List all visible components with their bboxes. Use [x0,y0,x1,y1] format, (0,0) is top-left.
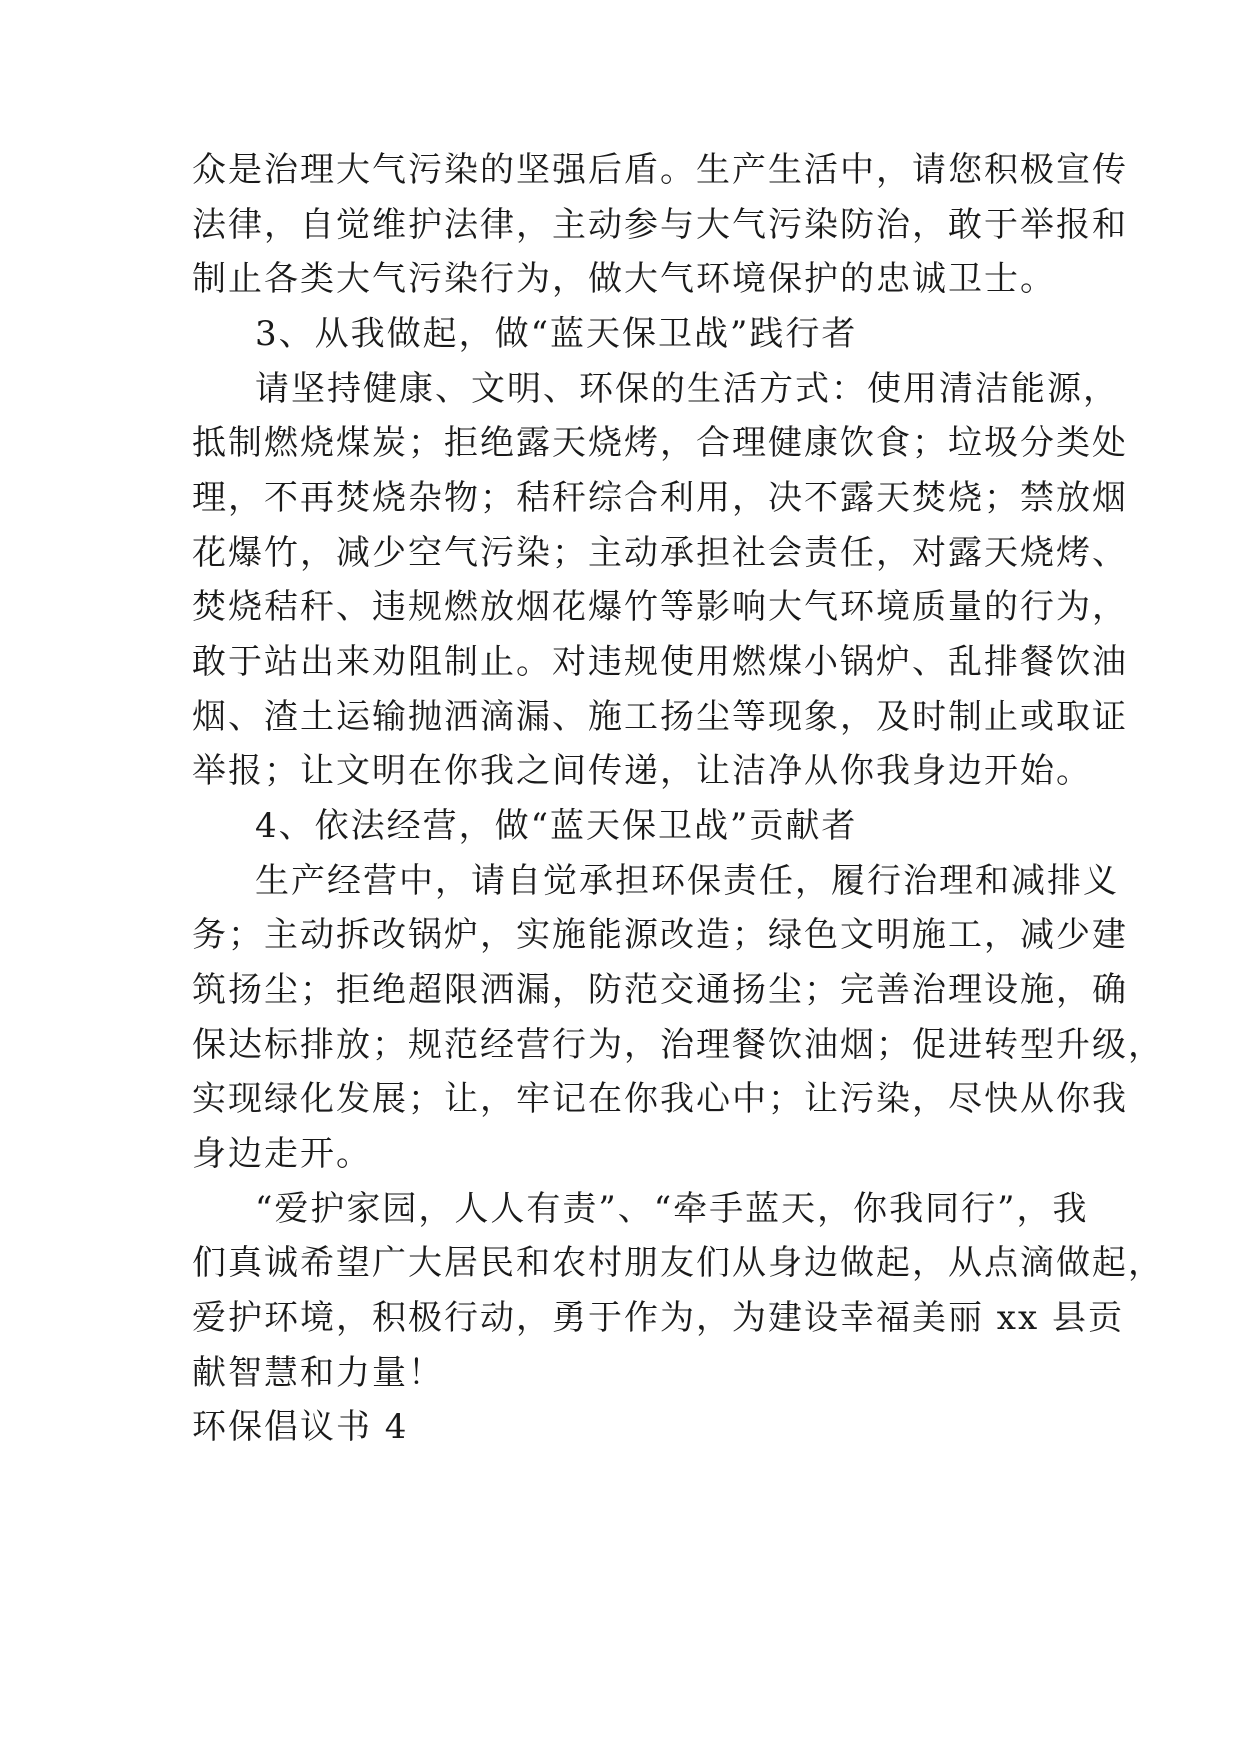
paragraph-line: 生产经营中，请自觉承担环保责任，履行治理和减排义 [255,861,1119,901]
paragraph-line: 敢于站出来劝阻制止。对违规使用燃煤小锅炉、乱排餐饮油 [192,642,1128,682]
paragraph-line: 抵制燃烧煤炭；拒绝露天烧烤，合理健康饮食；垃圾分类处 [192,423,1128,463]
paragraph-line: 法律，自觉维护法律，主动参与大气污染防治，敢于举报和 [192,205,1128,245]
paragraph-line: 身边走开。 [192,1134,372,1174]
paragraph-line: 焚烧秸秆、违规燃放烟花爆竹等影响大气环境质量的行为， [192,587,1128,627]
paragraph-line: 筑扬尘；拒绝超限洒漏，防范交通扬尘；完善治理设施，确 [192,970,1128,1010]
section-heading: 3、从我做起，做“蓝天保卫战”践行者 [255,314,858,354]
paragraph-line: 举报；让文明在你我之间传递，让洁净从你我身边开始。 [192,751,1092,791]
paragraph-line: 务；主动拆改锅炉，实施能源改造；绿色文明施工，减少建 [192,915,1128,955]
paragraph-line: 花爆竹，减少空气污染；主动承担社会责任，对露天烧烤、 [192,533,1128,573]
paragraph-line: 请坚持健康、文明、环保的生活方式：使用清洁能源， [255,369,1119,409]
paragraph-line: 爱护环境，积极行动，勇于作为，为建设幸福美丽 xx 县贡 [192,1298,1124,1338]
paragraph-line: 实现绿化发展；让，牢记在你我心中；让污染，尽快从你我 [192,1079,1128,1119]
paragraph-line: 众是治理大气污染的坚强后盾。生产生活中，请您积极宣传 [192,150,1128,190]
paragraph-line: 烟、渣土运输抛洒滴漏、施工扬尘等现象，及时制止或取证 [192,697,1128,737]
section-heading: 4、依法经营，做“蓝天保卫战”贡献者 [255,806,858,846]
paragraph-line: 制止各类大气污染行为，做大气环境保护的忠诚卫士。 [192,259,1056,299]
paragraph-line: 保达标排放；规范经营行为，治理餐饮油烟；促进转型升级， [192,1025,1164,1065]
paragraph-line: “爱护家园，人人有责”、“牵手蓝天，你我同行”，我 [255,1189,1089,1229]
document-title: 环保倡议书 4 [192,1407,409,1447]
paragraph-line: 献智慧和力量！ [192,1353,444,1393]
paragraph-line: 们真诚希望广大居民和农村朋友们从身边做起，从点滴做起， [192,1243,1164,1283]
paragraph-line: 理，不再焚烧杂物；秸秆综合利用，决不露天焚烧；禁放烟 [192,478,1128,518]
